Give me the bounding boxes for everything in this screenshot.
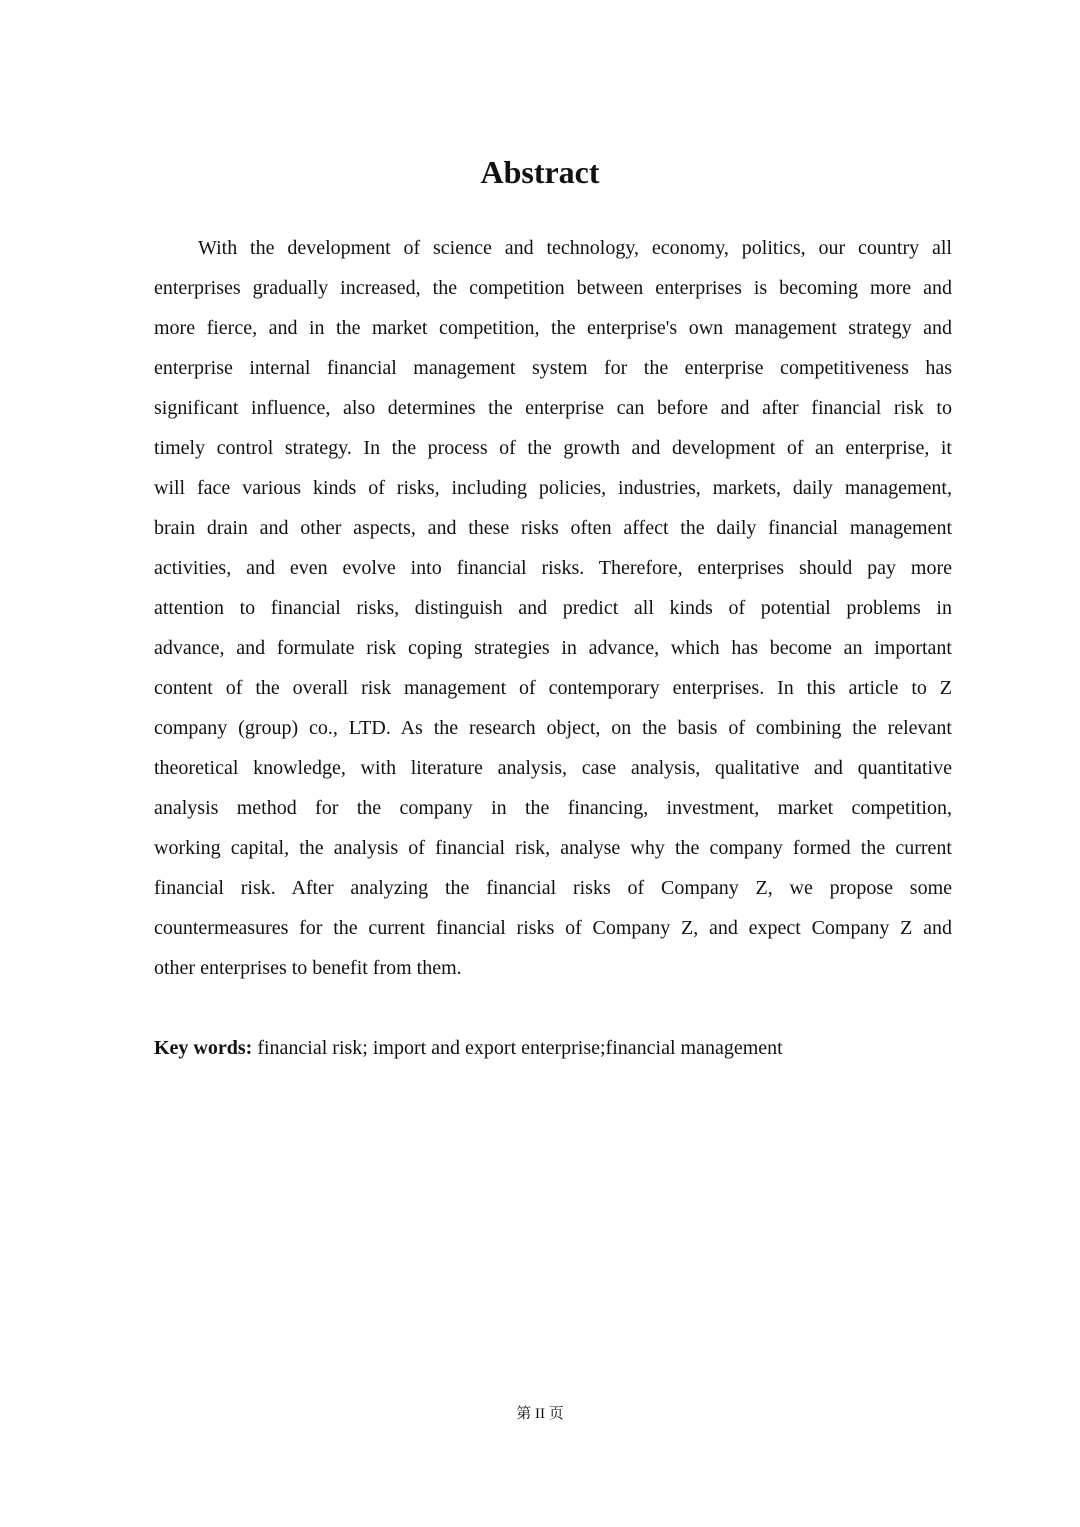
abstract-line: other enterprises to benefit from them. — [154, 957, 462, 979]
abstract-line: enterprises gradually increased, the competition between enterprises is becoming more and — [154, 277, 952, 299]
abstract-line: advance, and formulate risk coping strategies in advance, which has become an important — [154, 637, 952, 659]
abstract-line: analysis method for the company in the financing, investment, market competition, — [154, 797, 952, 819]
abstract-line: financial risk. After analyzing the financial risks of Company Z, we propose some — [154, 877, 952, 899]
abstract-line: activities, and even evolve into financial risks. Therefore, enterprises should pay more — [154, 557, 952, 579]
abstract-line: working capital, the analysis of financial risk, analyse why the company formed the current — [154, 837, 952, 859]
abstract-line: brain drain and other aspects, and these risks often affect the daily financial management — [154, 517, 952, 539]
abstract-line: timely control strategy. In the process of the growth and development of an enterprise, it — [154, 437, 952, 459]
abstract-line: theoretical knowledge, with literature analysis, case analysis, qualitative and quantitative — [154, 757, 952, 779]
abstract-line: more fierce, and in the market competition, the enterprise's own management strategy and — [154, 317, 952, 339]
keywords-label: Key words: — [154, 1037, 253, 1059]
abstract-line: will face various kinds of risks, including policies, industries, markets, daily management, — [154, 477, 952, 499]
abstract-line: company (group) co., LTD. As the research object, on the basis of combining the relevant — [154, 717, 952, 739]
abstract-line: With the development of science and technology, economy, politics, our country all — [198, 237, 952, 259]
abstract-body — [154, 230, 952, 990]
abstract-line: enterprise internal financial management system for the enterprise competitiveness has — [154, 357, 952, 379]
keywords — [154, 1030, 783, 1066]
abstract-line: attention to financial risks, distinguish and predict all kinds of potential problems in — [154, 597, 952, 619]
abstract-line: content of the overall risk management of contemporary enterprises. In this article to Z — [154, 677, 952, 699]
abstract-line: significant influence, also determines the enterprise can before and after financial risk to — [154, 397, 952, 419]
page-title: Abstract — [480, 154, 600, 190]
abstract-line: countermeasures for the current financial risks of Company Z, and expect Company Z and — [154, 917, 952, 939]
keywords-value: financial risk; import and export enterprise;financial management — [252, 1037, 783, 1059]
page-number: 第 II 页 — [516, 1406, 564, 1422]
